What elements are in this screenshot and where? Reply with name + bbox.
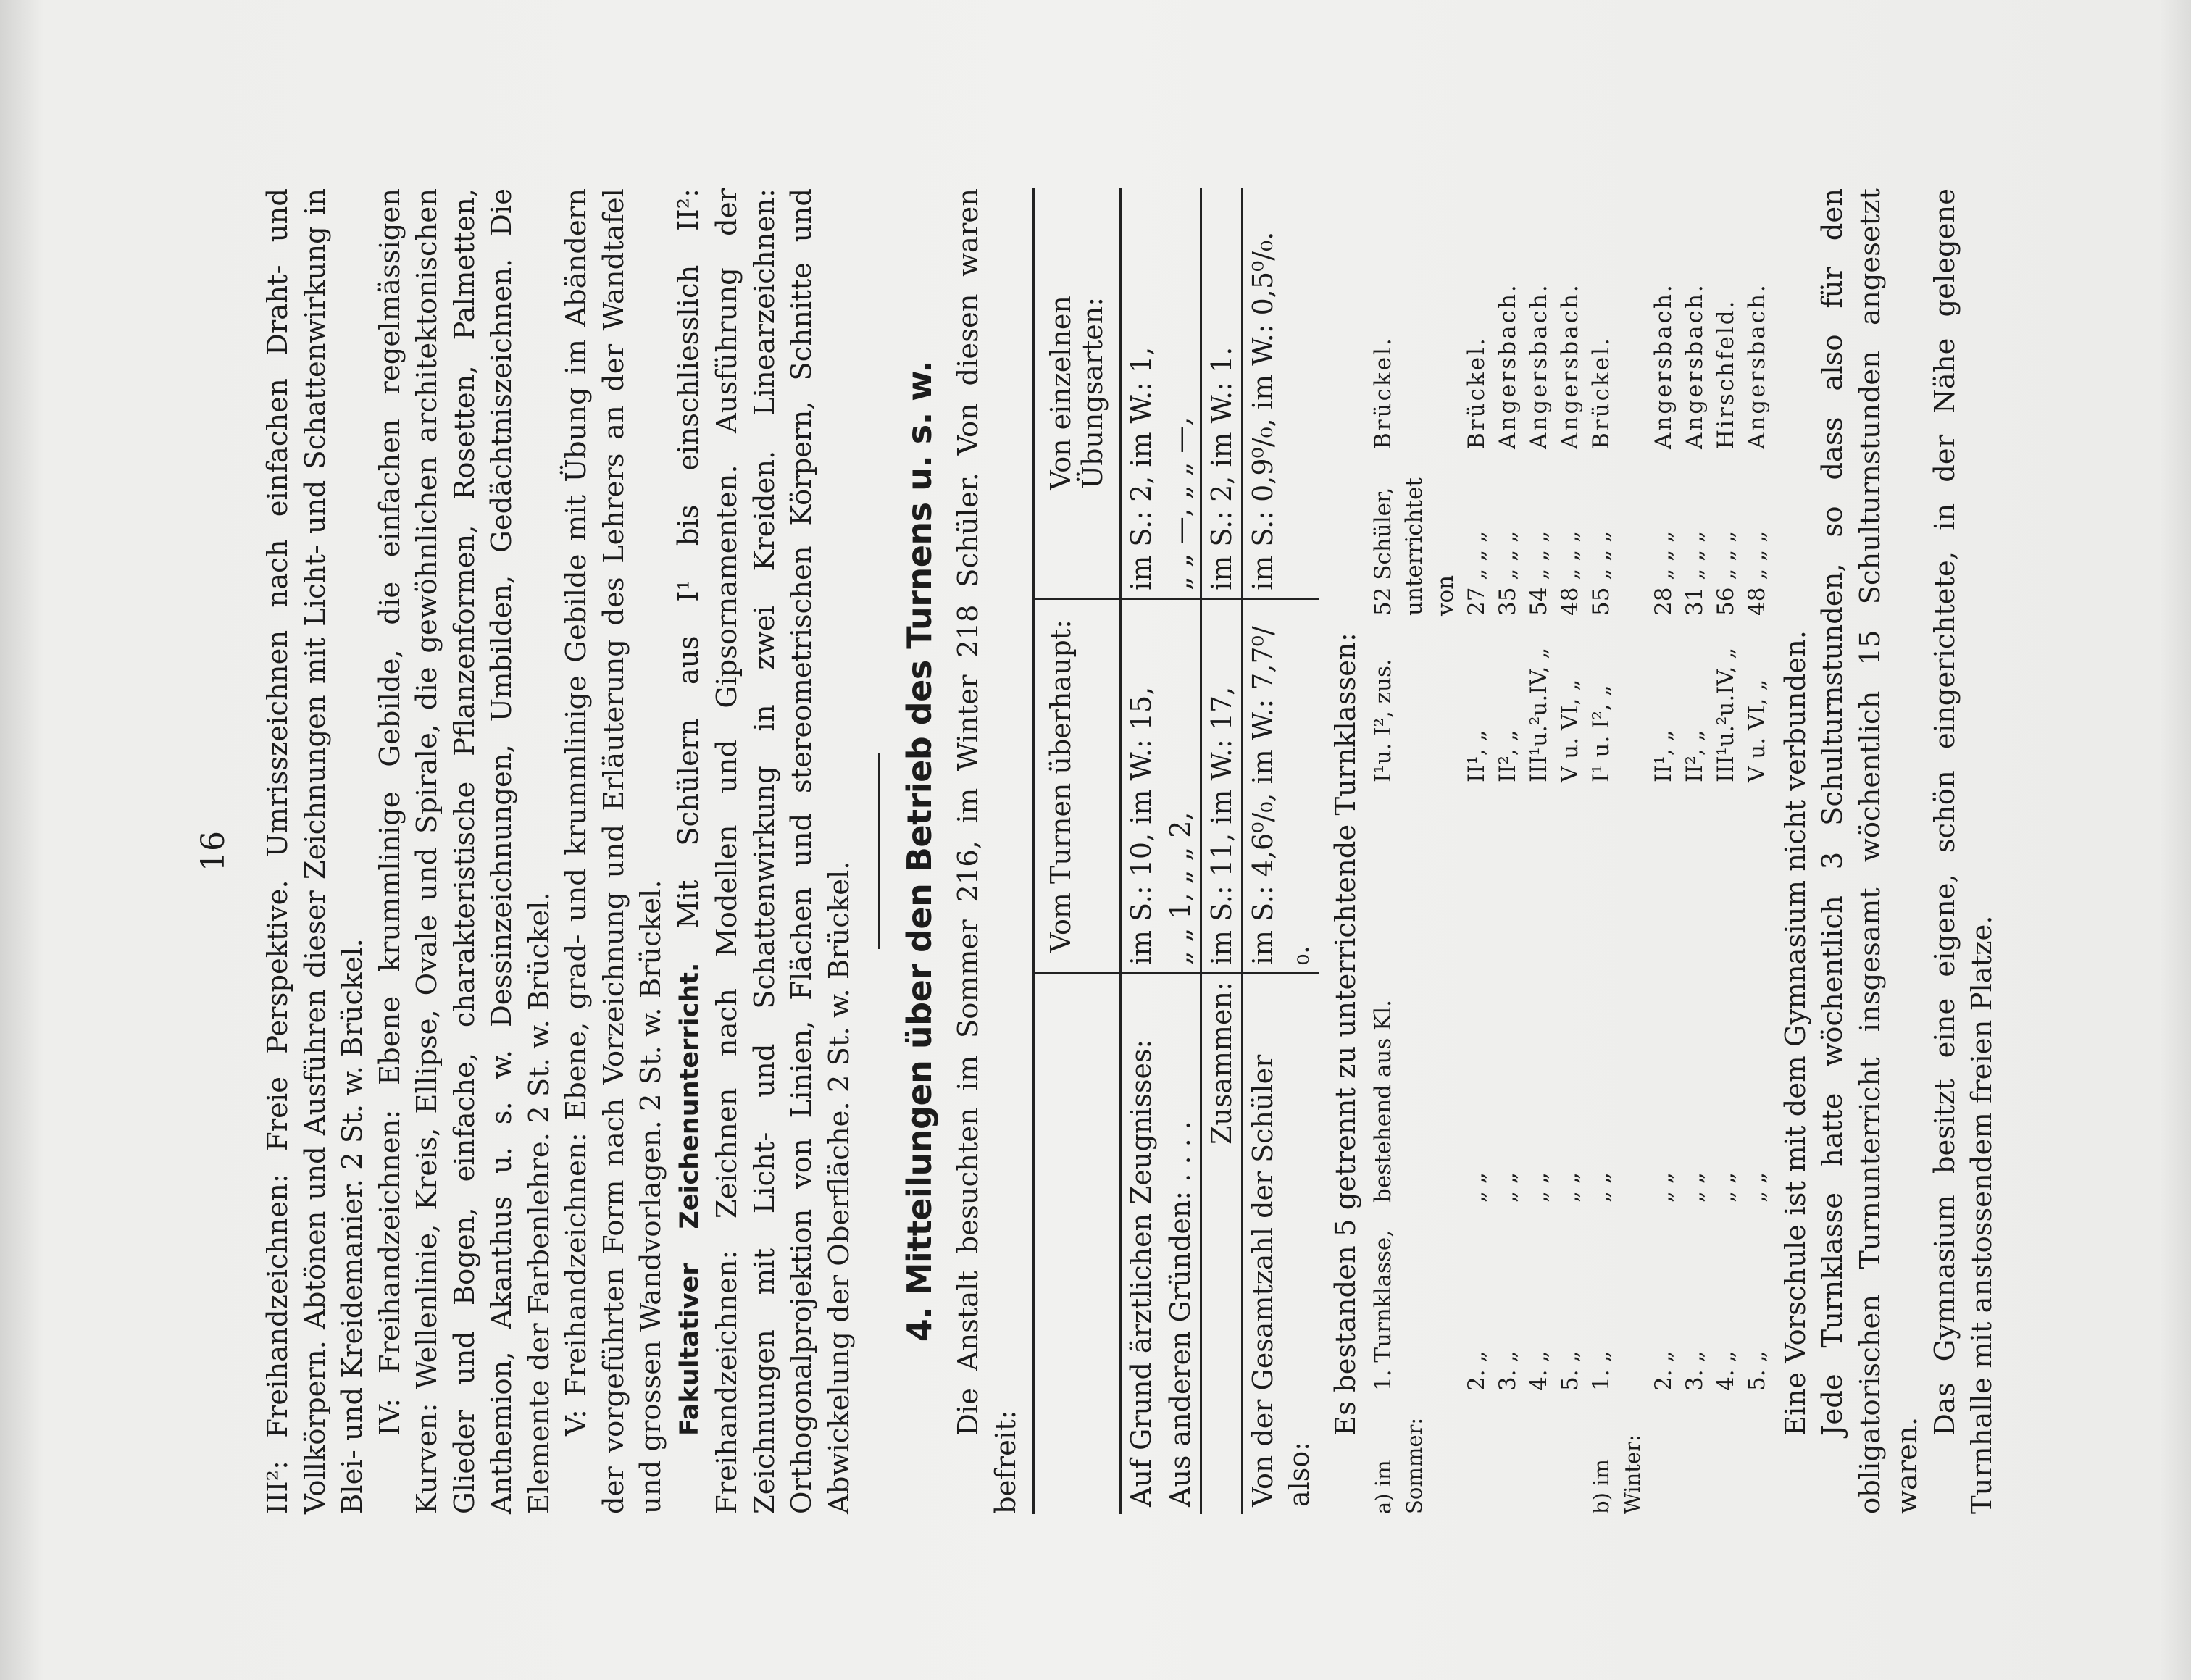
paragraph-v: V: Freihandzeichnen: Ebene, grad- und krummlinige Gebilde mit Übung im Abändern der vorgeführten Form nach Vorzeichnung und Erläuterung des Lehrers an der Wandtafel und grossen Wandvorlagen. 2 St. w. Brückel. <box>560 188 667 1514</box>
row-label: Auf Grund ärztlichen Zeugnisses: <box>1125 1039 1157 1507</box>
summer-label: a) im Sommer: <box>1370 1417 1427 1514</box>
table-sum-row <box>1201 188 1243 1514</box>
teacher-name: Angersbach. <box>1743 283 1770 449</box>
list-item: 5. „ „ „ V u. VI, „ 48 „ „ „ Angersbach. <box>1742 188 1773 1514</box>
turnklassen-list <box>1368 188 1773 1514</box>
table-row <box>1120 188 1161 1514</box>
paragraph-iv: IV: Freihandzeichnen: Ebene krummlinige Gebilde, die einfachen regelmässigen Kurven: Wellenlinie, Kreis, Ellipse, Ovale und Spirale, die gewöhnlichen architektonischen Glieder und Bogen, einfache, charakteristische Pflanzenformen, Rosetten, Palmetten, Anthemion, Akanthus u. s. w. Dessinzeichnungen, Umbilden, Gedächtniszeichnen. Die Elemente der Farbenlehre. 2 St. w. Brückel. <box>373 188 556 1514</box>
row-value: im S.: 10, im W.: 15, <box>1120 598 1161 973</box>
page-number-ornament <box>236 793 243 909</box>
exemption-table <box>1032 188 1319 1514</box>
page-number: 16 <box>195 831 232 872</box>
teacher-name: Brückel. <box>1369 336 1396 449</box>
teacher-name: Hirschfeld. <box>1712 298 1739 449</box>
paragraph-fakultativ <box>670 188 859 1514</box>
total-label: Von der Gesamtzahl der Schüler also: <box>1243 974 1319 1514</box>
total-value: im S.: 0,9⁰/₀, im W.: 0,5⁰/₀. <box>1243 188 1319 598</box>
sum-label: Zusammen: <box>1201 974 1243 1514</box>
header-turnen: Vom Turnen überhaupt: <box>1033 598 1120 973</box>
list-item: 4. „ „ „ III¹u.²u.IV, „ 56 „ „ „ Hirschfeld. <box>1711 188 1742 1514</box>
list-item: 4. „ „ „ III¹u.²u.IV, „ 54 „ „ „ Angersbach. <box>1524 188 1555 1514</box>
list-item: 2. „ „ „ II¹, „ 27 „ „ „ Brückel. <box>1461 188 1493 1514</box>
section-divider <box>878 753 880 949</box>
list-item: 3. „ „ „ II², „ 35 „ „ „ Angersbach. <box>1493 188 1524 1514</box>
closing-paragraph: Jede Turnklasse hatte wöchentlich 3 Schulturnstunden, so dass also für den obligatorischen Turnunterricht insgesamt wöchentlich 15 Schulturnstunden angesetzt waren. <box>1816 188 1924 1514</box>
teacher-name: Angersbach. <box>1650 283 1677 449</box>
closing-paragraph: Das Gymnasium besitzt eine eigene, schön eingerichtete, in der Nähe gelegene Turnhalle mit anstossendem freien Platze. <box>1928 188 1998 1514</box>
section-heading: 4. Mitteilungen über den Betrieb des Turnens u. s. w. <box>900 360 939 1342</box>
closing-paragraph: Eine Vorschule ist mit dem Gymnasium nicht verbunden. <box>1779 630 1812 1436</box>
winter-label: b) im Winter: <box>1588 1434 1645 1514</box>
list-item: b) im Winter: 1. „ „ „ I¹ u. I², „ 55 „ „ „ Brückel. <box>1586 188 1648 1514</box>
sum-value: im S.: 2, im W.: 1. <box>1201 188 1243 598</box>
row-value: „ „ 1, „ „ 2, <box>1161 598 1201 973</box>
header-uebungsarten: Von einzelnen Übungsarten: <box>1033 188 1120 598</box>
row-value: im S.: 2, im W.: 1, <box>1120 188 1161 598</box>
table-total-row <box>1243 188 1319 1514</box>
classes-intro: Es bestanden 5 getrennt zu unterrichtende Turnklassen: <box>1330 632 1362 1436</box>
table-row <box>1161 188 1201 1514</box>
sum-value: im S.: 11, im W.: 17, <box>1201 598 1243 973</box>
table-header-row <box>1033 188 1120 1514</box>
total-value: im S.: 4,6⁰/₀, im W.: 7,7⁰/₀. <box>1243 598 1319 973</box>
teacher-name: Angersbach. <box>1525 283 1552 449</box>
teacher-name: Angersbach. <box>1556 283 1583 449</box>
section-intro: Die Anstalt besuchten im Sommer 216, im Winter 218 Schüler. Von diesen waren befreit: <box>952 188 1022 1514</box>
fakultativ-text: Mit Schülern aus I¹ bis einschliesslich II²: Freihandzeichnen: Zeichnen nach Modellen und Gipsornamenten. Ausführung der Zeichnungen mit Licht- und Schattenwirkung in zwei Kreiden. Linearzeichnen: Orthogonalprojektion von Linien, Flächen und stereometrischen Körpern, Schnitte und Abwickelung der Oberfläche. 2 St. w. Brückel. <box>672 188 856 1514</box>
list-item: a) im Sommer: 1. Turnklasse, bestehend aus Kl. I¹u. I², zus. 52 Schüler, unterrichtet von Brückel. <box>1368 188 1461 1514</box>
fakultativ-heading: Fakultativer Zeichenunterricht. <box>675 962 704 1436</box>
row-value: „ „ —, „ „ —, <box>1161 188 1201 598</box>
paragraph-iii2: III²: Freihandzeichnen: Freie Perspektive. Umrisszeichnen nach einfachen Draht- und Vollkörpern. Abtönen und Ausführen dieser Zeichnungen mit Licht- und Schattenwirkung in Blei- und Kreidemanier. 2 St. w. Brückel. <box>262 188 369 1514</box>
teacher-name: Brückel. <box>1587 336 1614 449</box>
list-item: 2. „ „ „ II¹, „ 28 „ „ „ Angersbach. <box>1648 188 1679 1514</box>
row-label: Aus anderen Gründen: . . . . <box>1164 1121 1196 1507</box>
teacher-name: Brückel. <box>1463 336 1490 449</box>
teacher-name: Angersbach. <box>1681 283 1708 449</box>
rotated-page <box>192 188 1998 1514</box>
teacher-name: Angersbach. <box>1494 283 1521 449</box>
list-item: 3. „ „ „ II², „ 31 „ „ „ Angersbach. <box>1679 188 1711 1514</box>
list-item: 5. „ „ „ V u. VI, „ 48 „ „ „ Angersbach. <box>1555 188 1586 1514</box>
